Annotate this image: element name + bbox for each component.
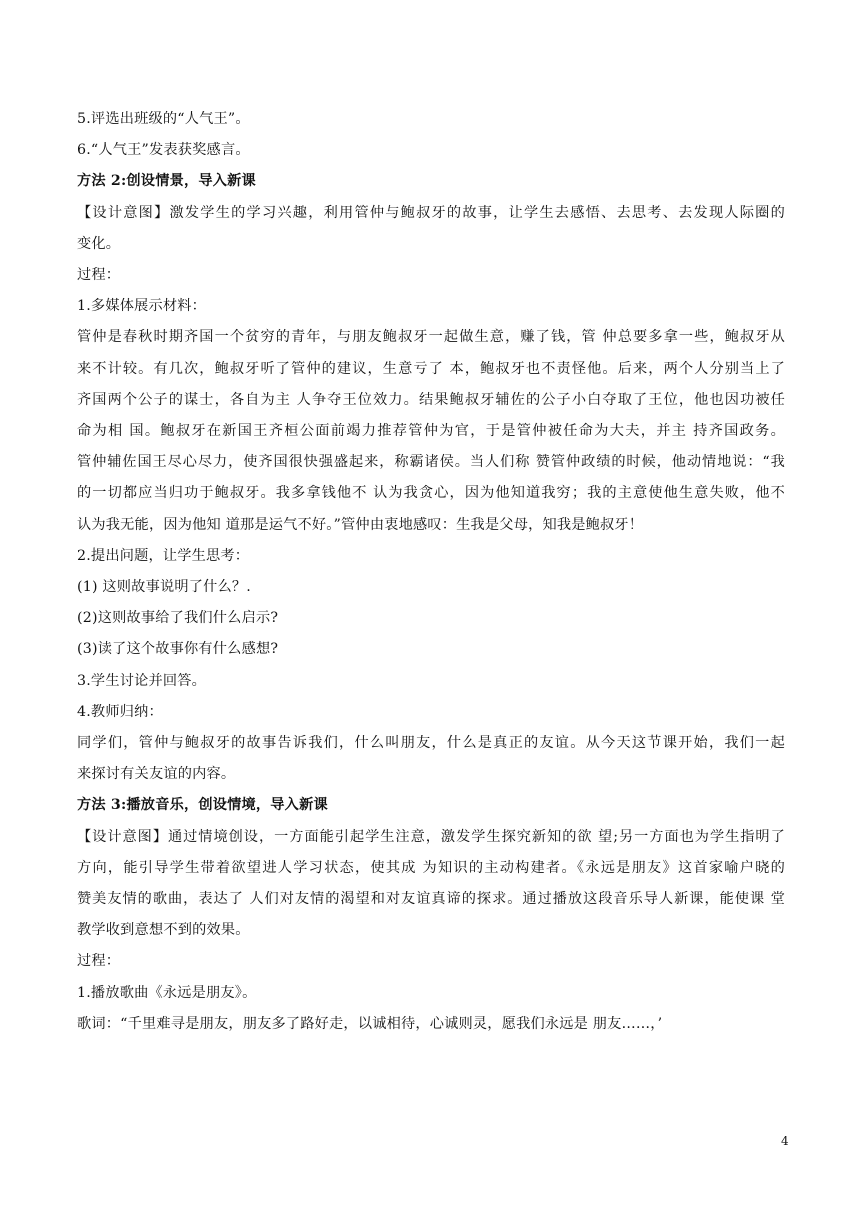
text-line: 5.评选出班级的“人气王”。 (77, 111, 250, 127)
text-line: 齐国两个公子的谋士，各自为主 人争夺王位效力。结果鲍叔牙辅佐的公子小白夺取了王位，他也因功被任 (77, 391, 785, 408)
text-line: 1.多媒体展示材料： (77, 298, 207, 315)
section-heading: 方法 2:创设情景，导入新课 (77, 173, 256, 190)
text-line: 6.“人气王”发表获奖感言。 (77, 142, 250, 159)
text-line: 方向，能引导学生带着欲望进人学习状态，使其成 为知识的主动构建者。《永远是朋友》这首家喻户晓的 (77, 859, 785, 876)
text-line: (1) 这则故事说明了什么？. (77, 579, 251, 596)
text-line: 来探讨有关友谊的内容。 (77, 766, 236, 783)
text-line: 过程： (77, 267, 121, 284)
document-body (77, 104, 785, 1040)
section-heading: 方法 3:播放音乐，创设情境，导入新课 (77, 797, 328, 814)
text-line: 赞美友情的歌曲，表达了 人们对友情的渴望和对友谊真谛的探求。通过播放这段音乐导人新课，能使课 堂 (77, 891, 785, 908)
text-line: 命为相 国。鲍叔牙在新国王齐桓公面前竭力推荐管仲为官，于是管仲被任命为大夫，并主 持齐国政务。 (77, 423, 785, 440)
page-number: 4 (781, 1134, 789, 1148)
text-line: 变化。 (77, 235, 121, 252)
text-line: 的一切都应当归功于鲍叔牙。我多拿钱他不 认为我贪心，因为他知道我穷；我的主意使他生意失败，他不 (77, 485, 785, 502)
text-line: 教学收到意想不到的效果。 (77, 922, 250, 939)
text-line: 歌词：“千里难寻是朋友，朋友多了路好走，以诚相待，心诚则灵，愿我们永远是 朋友……，’ (77, 1015, 663, 1032)
text-line: (2)这则故事给了我们什么启示? (77, 610, 279, 627)
text-line: 2.提出问题，让学生思考： (77, 547, 250, 564)
text-line: 过程： (77, 953, 121, 970)
text-line: 来不计较。有几次，鲍叔牙听了管仲的建议，生意亏了 本，鲍叔牙也不责怪他。后来，两个人分别当上了 (77, 360, 785, 377)
text-line: 1.播放歌曲《永远是朋友》。 (77, 984, 257, 1001)
text-line: 【设计意图】通过情境创设，一方面能引起学生注意，激发学生探究新知的欲 望;另一方面也为学生指明了 (77, 828, 785, 845)
text-line: 管仲是春秋时期齐国一个贫穷的青年，与朋友鲍叔牙一起做生意，赚了钱，管 仲总要多拿一些，鲍叔牙从 (77, 329, 785, 346)
text-line: 管仲辅佐国王尽心尽力，使齐国很快强盛起来，称霸诸侯。当人们称 赞管仲政绩的时候，他动情地说：“我 (77, 454, 785, 471)
text-line: 3.学生讨论并回答。 (77, 672, 207, 689)
text-line: (3)读了这个故事你有什么感想? (77, 641, 279, 658)
text-line: 【设计意图】激发学生的学习兴趣，利用管仲与鲍叔牙的故事，让学生去感悟、去思考、去发现人际圈的 (77, 204, 785, 221)
text-line: 4.教师归纳： (77, 703, 163, 720)
text-line: 认为我无能，因为他知 道那是运气不好。”管仲由衷地感叹：生我是父母，知我是鲍叔牙！ (77, 516, 644, 533)
text-line: 同学们，管仲与鲍叔牙的故事告诉我们，什么叫朋友，什么是真正的友谊。从今天这节课开始，我们一起 (77, 735, 785, 752)
